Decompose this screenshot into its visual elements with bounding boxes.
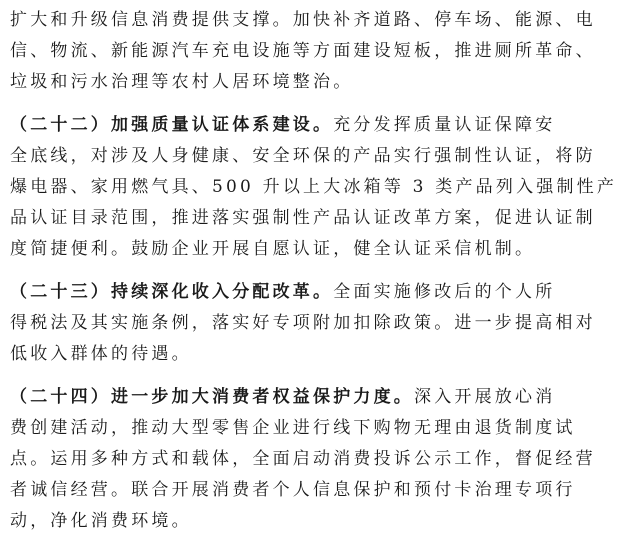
text-line xyxy=(10,141,596,172)
body-text: 得税法及其实施条例，落实好专项附加扣除政策。进一步提高相对 xyxy=(10,313,596,333)
body-text: 品认证目录范围，推进落实强制性产品认证改革方案，促进认证制 xyxy=(10,208,596,228)
body-text: 充分发挥质量认证保障安 xyxy=(333,115,556,135)
text-line xyxy=(10,413,576,444)
body-text: 信、物流、新能源汽车充电设施等方面建设短板，推进厕所革命、 xyxy=(10,41,596,61)
text-line xyxy=(10,475,576,506)
body-text: 动，净化消费环境。 xyxy=(10,511,192,531)
document-page xyxy=(10,5,617,537)
body-text: 全面实施修改后的个人所 xyxy=(333,282,556,302)
text-line xyxy=(10,234,538,265)
text-line xyxy=(10,110,556,141)
body-text: 深入开展放心消 xyxy=(414,387,556,407)
text-line xyxy=(10,382,556,413)
section-heading: （二十二）加强质量认证体系建设。 xyxy=(10,115,334,135)
body-text: 点。运用多种方式和载体，全面启动消费投诉公示工作，督促经营 xyxy=(10,449,596,469)
text-line xyxy=(10,277,556,308)
text-line xyxy=(10,506,538,537)
text-line xyxy=(10,203,596,234)
text-line xyxy=(10,444,596,475)
text-line xyxy=(10,36,596,67)
body-text: 全底线，对涉及人身健康、安全环保的产品实行强制性认证，将防 xyxy=(10,146,596,166)
body-text: 扩大和升级信息消费提供支撑。加快补齐道路、停车场、能源、电 xyxy=(10,10,596,30)
body-text: 垃圾和污水治理等农村人居环境整治。 xyxy=(10,72,354,92)
body-text: 爆电器、家用燃气具、500 升以上大冰箱等 3 类产品列入强制性产 xyxy=(10,177,617,197)
body-text: 度简捷便利。鼓励企业开展自愿认证，健全认证采信机制。 xyxy=(10,239,536,259)
body-text: 费创建活动，推动大型零售企业进行线下购物无理由退货制度试 xyxy=(10,418,576,438)
text-line xyxy=(10,67,538,98)
text-line xyxy=(10,5,596,36)
body-text: 低收入群体的待遇。 xyxy=(10,344,192,364)
text-line xyxy=(10,339,538,370)
text-line xyxy=(10,308,596,339)
text-line xyxy=(10,172,617,203)
section-heading: （二十三）持续深化收入分配改革。 xyxy=(10,282,334,302)
body-text: 者诚信经营。联合开展消费者个人信息保护和预付卡治理专项行 xyxy=(10,480,576,500)
section-heading: （二十四）进一步加大消费者权益保护力度。 xyxy=(10,387,414,407)
